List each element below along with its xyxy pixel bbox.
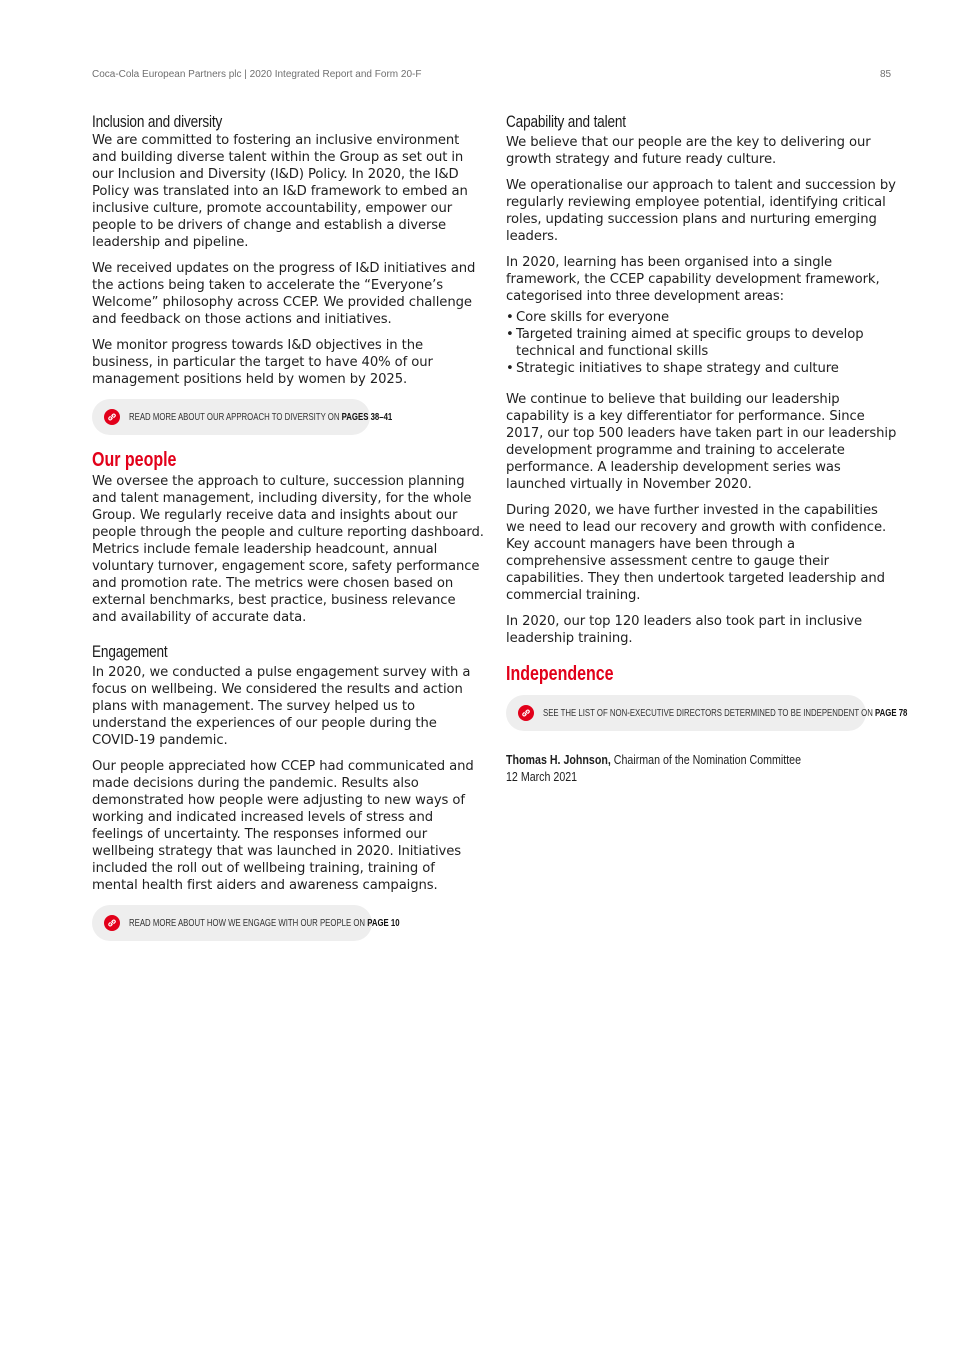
left-column: [92, 112, 484, 941]
capability-paragraph-6: In 2020, our top 120 leaders also took part in inclusive leadership training.: [506, 614, 863, 646]
independence-heading: Independence: [506, 663, 614, 685]
capability-paragraph-4: We continue to believe that building our leadership capability is a key differentiator for performance. Since 2017, our top 500 leaders have taken part in our leadership development programme and training to accelerate performance. A leadership development series was launched virtually in November 2020.: [506, 392, 897, 492]
report-title: Coca-Cola European Partners plc | 2020 Integrated Report and Form 20-F: [92, 69, 422, 80]
inclusion-paragraph-2: We received updates on the progress of I&D initiatives and the actions being taken to accelerate the “Everyone’s Welcome” philosophy across CCEP. We provided challenge and feedback on those actions and initiatives.: [92, 261, 476, 327]
engagement-heading: Engagement: [92, 642, 168, 661]
link-icon: [104, 409, 120, 425]
capability-paragraph-1: We believe that our people are the key to delivering our growth strategy and future ready culture.: [506, 135, 871, 167]
capability-paragraph-2: We operationalise our approach to talent and succession by regularly reviewing employee potential, identifying critical roles, updating succession plans and nurturing emerging leaders.: [506, 178, 896, 244]
capability-paragraph-5: During 2020, we have further invested in the capabilities we need to lead our recovery and growth with confidence. Key account managers have been through a comprehensive assessment centre to gauge their capabilities. They then undertook targeted leadership and commercial training.: [506, 503, 887, 603]
engagement-paragraph-1: In 2020, we conducted a pulse engagement survey with a focus on wellbeing. We considered the results and action plans with management. The survey helped us to understand the experiences of our people during the COVID-19 pandemic.: [92, 665, 471, 748]
independence-link-text: SEE THE LIST OF NON-EXECUTIVE DIRECTORS DETERMINED TO BE INDEPENDENT ON PAGE 78: [543, 707, 908, 719]
right-column: [506, 112, 908, 785]
signature-block: [506, 751, 898, 785]
engagement-link[interactable]: [92, 905, 400, 941]
inclusion-heading: Inclusion and diversity: [92, 112, 223, 131]
engagement-paragraph-2: Our people appreciated how CCEP had communicated and made decisions during the pandemic. Results also demonstrated how people were adjusting to new ways of working and indicated increased levels of stress and feelings of uncertainty. The responses informed our wellbeing strategy that was launched in 2020. Initiatives included the roll out of wellbeing training, training of mental health first aiders and awareness campaigns.: [92, 759, 474, 893]
list-item: • Targeted training aimed at specific groups to develop technical and functional skills: [506, 326, 898, 360]
list-item: • Strategic initiatives to shape strategy and culture: [506, 360, 898, 377]
development-areas-list: [506, 309, 898, 377]
signature-date: 12 March 2021: [506, 769, 578, 784]
link-icon: [104, 915, 120, 931]
capability-heading: Capability and talent: [506, 112, 626, 131]
our-people-heading: Our people: [92, 449, 177, 471]
independence-link[interactable]: [506, 695, 908, 731]
our-people-paragraph: We oversee the approach to culture, succession planning and talent management, including diversity, for the whole Group. We regularly receive data and insights about our people through the people and culture reporting dashboard. Metrics include female leadership headcount, annual voluntary turnover, engagement score, safety performance and promotion rate. The metrics were chosen based on external benchmarks, best practice, business relevance and availability of accurate data.: [92, 474, 484, 625]
engagement-link-text: READ MORE ABOUT HOW WE ENGAGE WITH OUR PEOPLE ON PAGE 10: [129, 917, 400, 929]
list-item: • Core skills for everyone: [506, 309, 898, 326]
signatory-name: Thomas H. Johnson,: [506, 752, 611, 767]
link-icon: [518, 705, 534, 721]
capability-paragraph-3: In 2020, learning has been organised into a single framework, the CCEP capability development framework, categorised into three development areas:: [506, 255, 880, 304]
inclusion-paragraph-3: We monitor progress towards I&D objectives in the business, in particular the target to have 40% of our management positions held by women by 2025.: [92, 338, 433, 387]
inclusion-paragraph-1: We are committed to fostering an inclusive environment and building diverse talent within the Group as set out in our Inclusion and Diversity (I&D) Policy. In 2020, the I&D Policy was translated into an I&D framework to embed an inclusive culture, promote accountability, empower our people to be drivers of change and establish a diverse leadership and pipeline.: [92, 133, 468, 250]
page-number: 85: [880, 69, 892, 80]
signatory-role: Chairman of the Nomination Committee: [613, 752, 802, 767]
diversity-link[interactable]: [92, 399, 393, 435]
diversity-link-text: READ MORE ABOUT OUR APPROACH TO DIVERSITY ON PAGES 38–41: [129, 411, 393, 423]
signatory: [506, 751, 827, 768]
